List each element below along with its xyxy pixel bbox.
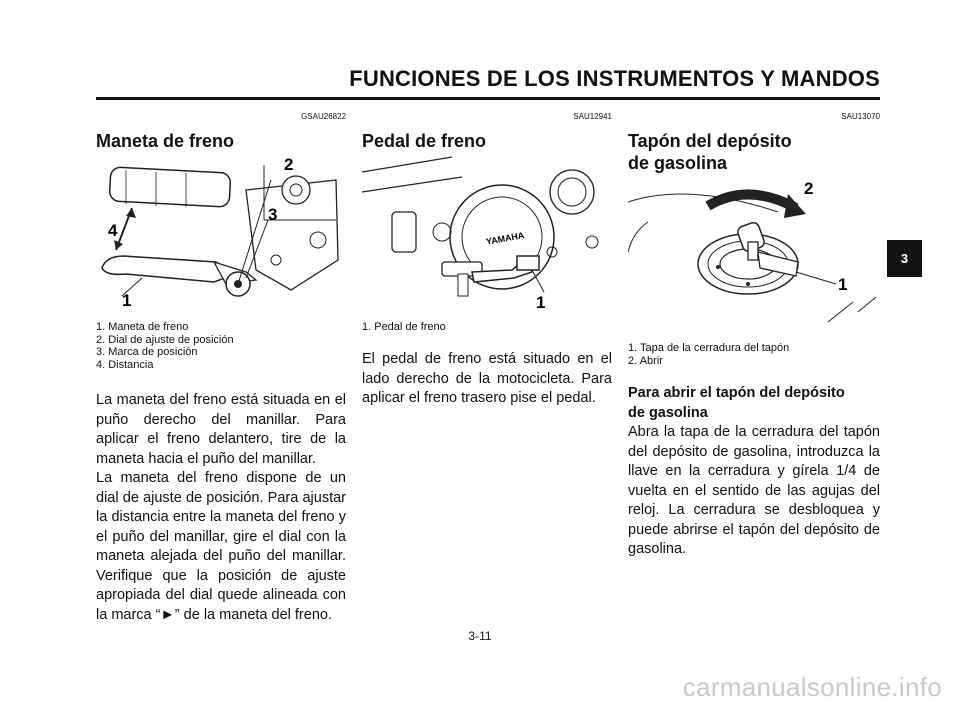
figure-captions xyxy=(362,321,446,334)
paragraph: El pedal de freno está situado en el lado derecho de la motocicleta. Para aplicar el freno trasero pise el pedal. xyxy=(362,351,612,406)
subheading: de gasolina xyxy=(628,404,708,421)
paragraph: La maneta del freno está situada en el puño derecho del manillar. Para aplicar el freno delantero, tire de la maneta hacia el puño del manillar. xyxy=(96,392,346,467)
watermark: carmanualsonline.info xyxy=(682,672,942,702)
figure-label: 1 xyxy=(838,275,848,294)
page-number: 3-11 xyxy=(468,629,492,643)
section-title: Pedal de freno xyxy=(362,131,487,151)
section-title: de gasolina xyxy=(628,153,728,173)
chapter-tab: 3 xyxy=(887,240,922,277)
brake-lever-figure xyxy=(96,150,346,318)
figure-captions xyxy=(96,321,234,371)
figure-label: 1 xyxy=(122,291,132,310)
section-title: Maneta de freno xyxy=(96,131,235,151)
section-fuel-tank-cap xyxy=(628,112,880,174)
caption-item: 2. Abrir xyxy=(628,354,663,367)
section-title: Tapón del depósito xyxy=(628,131,792,151)
figure-captions xyxy=(628,342,789,367)
subheading: Para abrir el tapón del depósito xyxy=(628,385,845,401)
header-rule xyxy=(96,97,880,100)
caption-item: 1. Tapa de la cerradura del tapón xyxy=(628,342,790,354)
section-body xyxy=(628,384,880,560)
page-header-title: FUNCIONES DE LOS INSTRUMENTOS Y MANDOS xyxy=(349,66,880,91)
section-code: SAU13070 xyxy=(841,112,880,121)
caption-item: 2. Dial de ajuste de posición xyxy=(96,333,234,346)
fuel-cap-figure xyxy=(628,172,880,334)
section-body xyxy=(362,350,612,409)
figure-label: 4 xyxy=(108,221,118,240)
brake-pedal-figure xyxy=(362,152,612,314)
figure-label: 1 xyxy=(536,293,546,312)
section-body xyxy=(96,391,346,625)
figure-label: 2 xyxy=(804,179,814,198)
caption-item: 4. Distancia xyxy=(96,358,154,371)
caption-item: 3. Marca de posición xyxy=(96,346,198,358)
paragraph: La maneta del freno dispone de un dial de ajuste de posición. Para ajustar la distancia entre la maneta del freno y el puño del manillar, gire el dial con la maneta alejada del puño del manillar. Verifique que la posición de ajuste apropiada del dial quede alineada con la marca “►” de la maneta del freno. xyxy=(96,470,346,623)
caption-item: 1. Maneta de freno xyxy=(96,321,189,333)
figure-label: 3 xyxy=(268,205,278,224)
svg-text:YAMAHA: YAMAHA xyxy=(485,230,526,247)
section-brake-lever xyxy=(96,112,346,152)
section-code: GSAU26822 xyxy=(301,112,346,121)
section-code: SAU12941 xyxy=(573,112,612,121)
caption-item: 1. Pedal de freno xyxy=(362,321,446,333)
figure-label: 2 xyxy=(284,155,294,174)
section-brake-pedal xyxy=(362,112,612,152)
paragraph: Abra la tapa de la cerradura del tapón del depósito de gasolina, introduzca la llave en la cerradura y gírela 1/4 de vuelta en el sentido de las agujas del reloj. La cerradura se desbloquea y puede abrirse el tapón del depósito de gasolina. xyxy=(628,424,880,557)
